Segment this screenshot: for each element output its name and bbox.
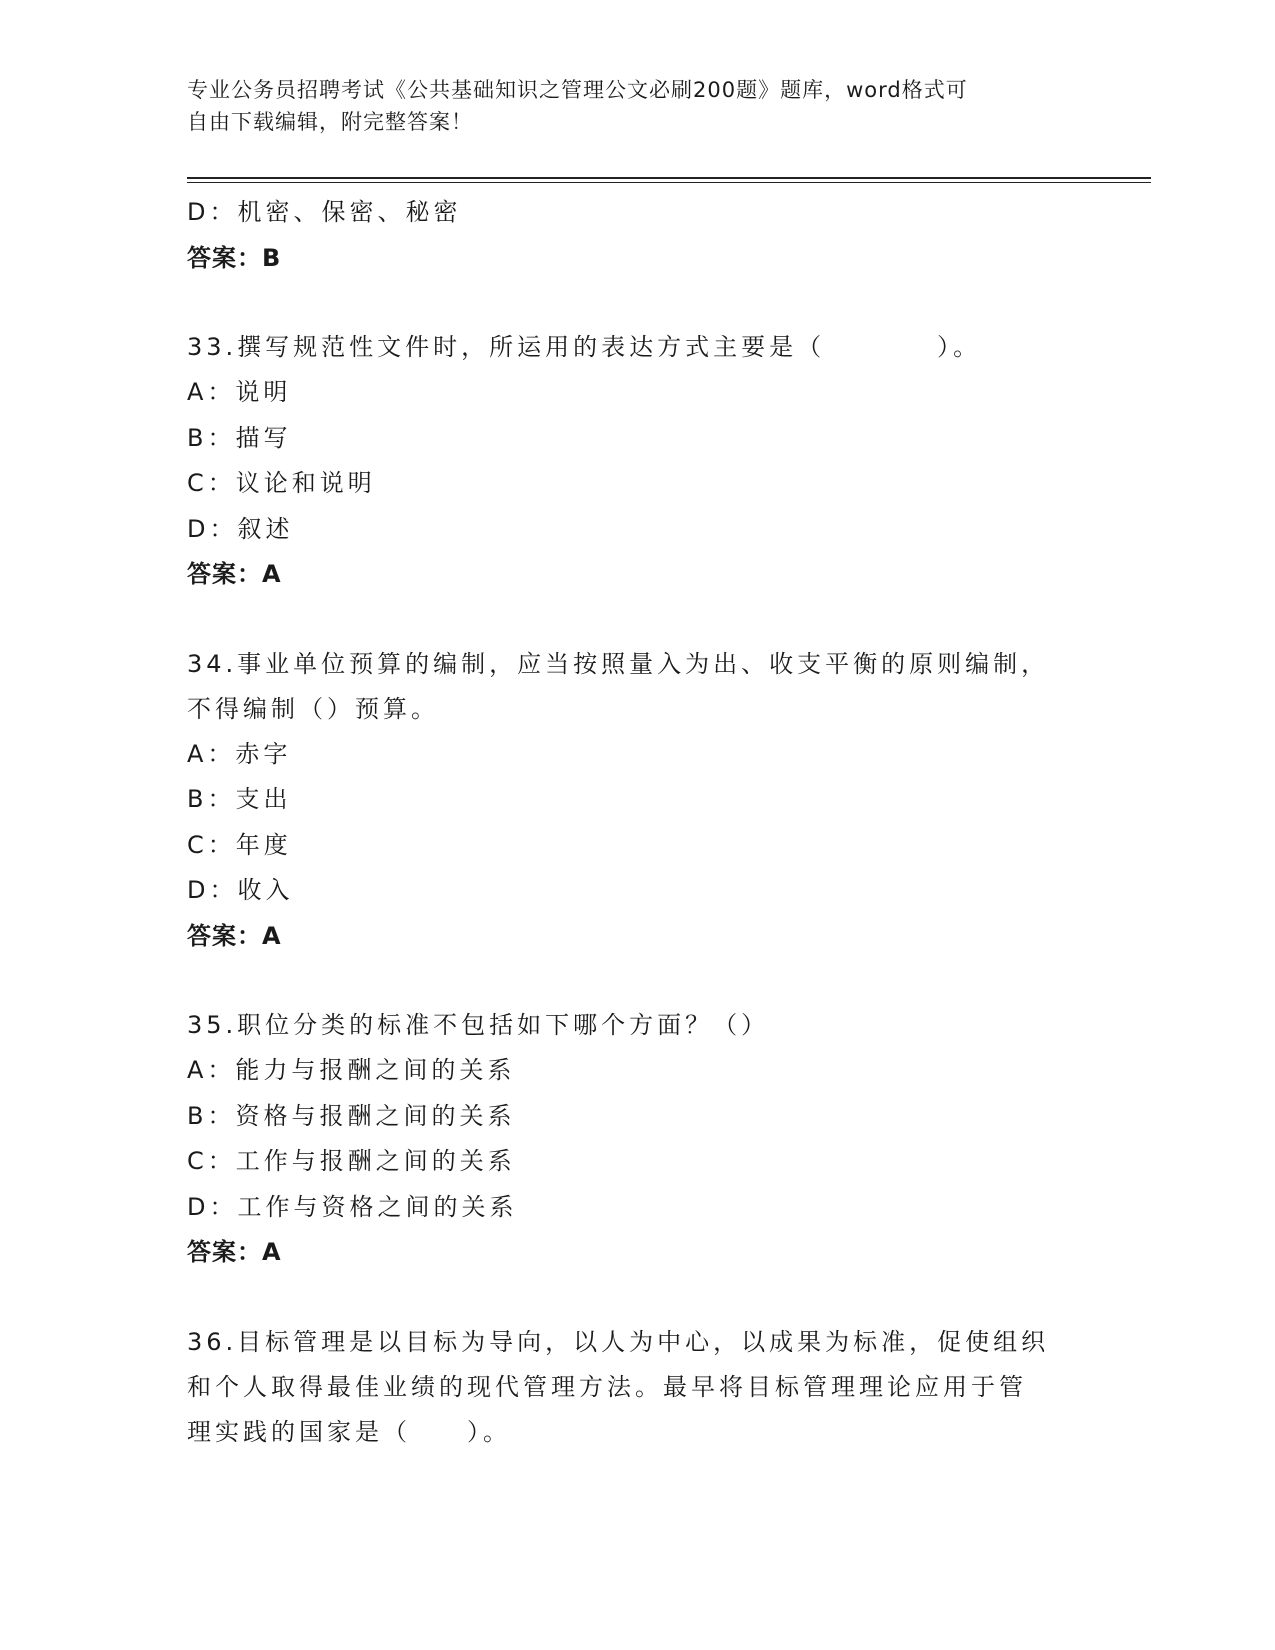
question-text: 和个人取得最佳业绩的现代管理方法。最早将目标管理理论应用于管 <box>187 1372 1027 1401</box>
question-text: 36.目标管理是以目标为导向，以人为中心，以成果为标准，促使组织 <box>187 1327 1050 1356</box>
option-d: D：收入 <box>187 876 294 904</box>
question-text: 33.撰写规范性文件时，所运用的表达方式主要是（ ）。 <box>187 333 982 361</box>
answer: 答案：A <box>187 921 282 950</box>
option-a: A：能力与报酬之间的关系 <box>187 1056 516 1084</box>
option-b: B：描写 <box>187 423 292 452</box>
answer: 答案：A <box>187 1238 282 1266</box>
question-text: 35.职位分类的标准不包括如下哪个方面？（） <box>187 1011 770 1039</box>
option-c: C：议论和说明 <box>187 469 376 497</box>
answer: 答案：A <box>187 560 282 588</box>
question-36 <box>187 1320 1087 1455</box>
question-34 <box>187 642 1087 960</box>
answer: 答案：B <box>187 243 282 272</box>
option-a: A：说明 <box>187 378 292 406</box>
option-d: D：叙述 <box>187 514 294 543</box>
option-d: D：工作与资格之间的关系 <box>187 1192 518 1221</box>
option-b: B：支出 <box>187 785 292 813</box>
page-header <box>187 74 1067 138</box>
option-d: D：机密、保密、秘密 <box>187 198 462 226</box>
header-line-2: 自由下载编辑，附完整答案！ <box>187 110 473 134</box>
option-c: C：年度 <box>187 830 292 859</box>
question-text: 理实践的国家是（ ）。 <box>187 1417 511 1446</box>
header-divider <box>187 177 1151 183</box>
question-35 <box>187 1003 1087 1276</box>
document-body <box>187 190 1087 1455</box>
header-line-1: 专业公务员招聘考试《公共基础知识之管理公文必刷200题》题库，word格式可 <box>187 78 968 102</box>
question-33 <box>187 325 1087 598</box>
question-text: 不得编制（）预算。 <box>187 694 439 723</box>
option-c: C：工作与报酬之间的关系 <box>187 1147 516 1175</box>
option-b: B：资格与报酬之间的关系 <box>187 1101 516 1130</box>
option-a: A：赤字 <box>187 739 292 768</box>
question-text: 34.事业单位预算的编制，应当按照量入为出、收支平衡的原则编制， <box>187 649 1050 678</box>
